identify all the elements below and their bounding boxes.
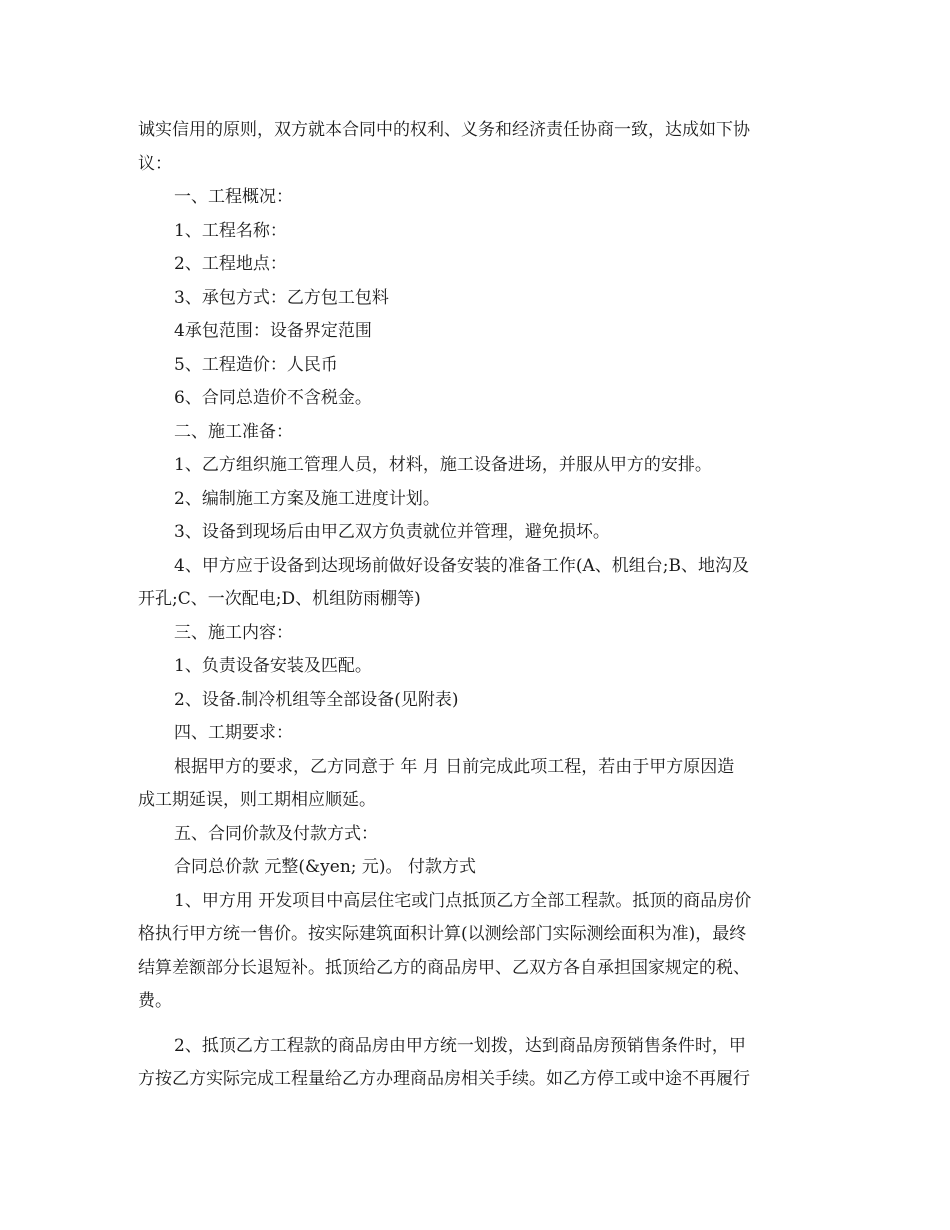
text-line: 开孔;C、一次配电;D、机组防雨棚等) (138, 589, 421, 609)
text-line: 费。 (138, 991, 172, 1011)
text-line: 根据甲方的要求，乙方同意于 年 月 日前完成此项工程，若由于甲方原因造 (174, 756, 735, 777)
text-line: 三、施工内容： (174, 622, 293, 643)
paragraph-gap (138, 1019, 813, 1030)
text-line: 方按乙方实际完成工程量给乙方办理商品房相关手续。如乙方停工或中途不再履行 (138, 1069, 750, 1089)
text-line: 1、负责设备安装及匹配。 (174, 656, 372, 676)
text-line: 4、甲方应于设备到达现场前做好设备安装的准备工作(A、机组台;B、地沟及 (174, 555, 749, 576)
text-line: 成工期延误，则工期相应顺延。 (138, 790, 376, 810)
text-line: 2、设备.制冷机组等全部设备(见附表) (174, 689, 459, 710)
text-line: 议： (138, 153, 172, 174)
text-line: 格执行甲方统一售价。按实际建筑面积计算(以测绘部门实际测绘面积为准)，最终 (138, 924, 747, 944)
text-line: 5、工程造价：人民币 (174, 354, 338, 375)
text-line: 3、承包方式：乙方包工包料 (174, 287, 389, 308)
text-line: 2、抵顶乙方工程款的商品房由甲方统一划拨，达到商品房预销售条件时，甲 (174, 1035, 746, 1056)
text-line: 1、乙方组织施工管理人员，材料，施工设备进场，并服从甲方的安排。 (174, 455, 712, 475)
text-line: 6、合同总造价不含税金。 (174, 388, 372, 408)
text-line: 诚实信用的原则，双方就本合同中的权利、义务和经济责任协商一致，达成如下协 (138, 120, 750, 140)
text-line: 2、编制施工方案及施工进度计划。 (174, 488, 440, 509)
text-line: 1、工程名称： (174, 220, 287, 241)
text-line: 4承包范围：设备界定范围 (174, 321, 372, 341)
text-line: 3、设备到现场后由甲乙双方负责就位并管理，避免损坏。 (174, 522, 610, 542)
text-line: 结算差额部分长退短补。抵顶给乙方的商品房甲、乙双方各自承担国家规定的税、 (138, 957, 750, 978)
text-line: 四、工期要求： (174, 723, 293, 743)
document-body (138, 114, 813, 1097)
text-line: 1、甲方用 开发项目中高层住宅或门点抵顶乙方全部工程款。抵顶的商品房价 (174, 890, 752, 911)
text-line: 2、工程地点： (174, 254, 287, 274)
text-line: 合同总价款 元整(&yen; 元)。 付款方式 (174, 857, 476, 877)
text-line: 二、施工准备： (174, 421, 293, 442)
text-line: 一、工程概况： (174, 187, 293, 207)
text-line: 五、合同价款及付款方式： (174, 823, 378, 844)
